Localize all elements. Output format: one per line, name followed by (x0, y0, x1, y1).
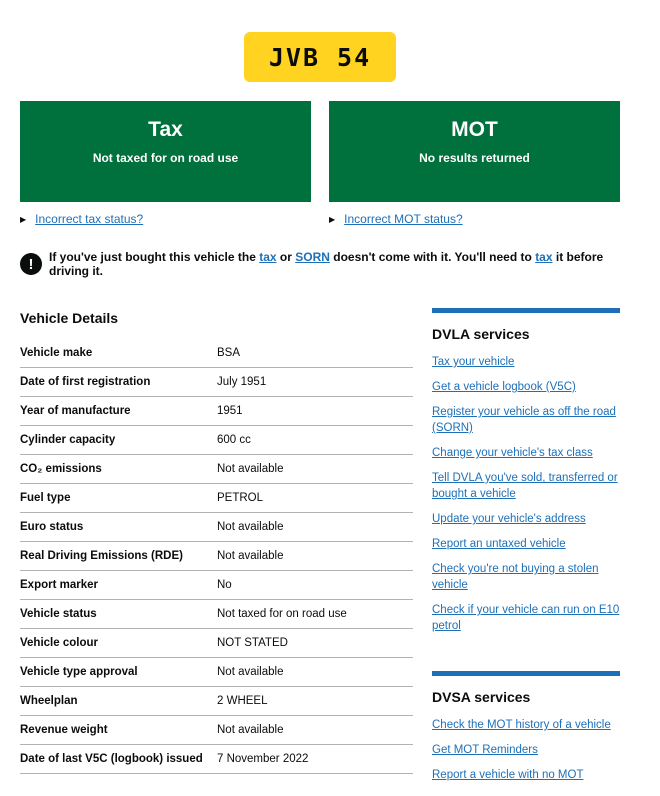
dvla-service-link[interactable]: Update your vehicle's address (432, 513, 586, 525)
row-value: 1951 (217, 405, 243, 417)
dvla-service-link[interactable]: Check if your vehicle can run on E10 petrol (432, 604, 620, 632)
table-row (20, 368, 413, 397)
row-value: Not available (217, 463, 284, 475)
incorrect-mot-status-link[interactable]: Incorrect MOT status? (344, 212, 463, 226)
section-divider (432, 308, 620, 313)
row-label: Real Driving Emissions (RDE) (20, 550, 183, 562)
table-row (20, 745, 413, 774)
dvla-services-panel (432, 308, 620, 643)
row-label: CO₂ emissions (20, 463, 102, 475)
row-value: July 1951 (217, 376, 267, 388)
row-label: Vehicle type approval (20, 666, 138, 678)
dvla-service-link[interactable]: Report an untaxed vehicle (432, 538, 566, 550)
triangle-right-icon: ▶ (20, 214, 27, 224)
warning-icon: ! (20, 253, 42, 275)
row-value: NOT STATED (217, 637, 288, 649)
row-value: 2 WHEEL (217, 695, 268, 707)
sorn-link[interactable]: SORN (295, 250, 330, 264)
dvla-services-heading: DVLA services (432, 326, 530, 342)
tax-link[interactable]: tax (259, 250, 277, 264)
dvla-services-list (432, 354, 620, 634)
dvla-service-link[interactable]: Get a vehicle logbook (V5C) (432, 381, 576, 393)
row-value: PETROL (217, 492, 264, 504)
dvla-service-link[interactable]: Change your vehicle's tax class (432, 447, 593, 459)
tax-link-2[interactable]: tax (535, 250, 553, 264)
row-value: Not available (217, 724, 284, 736)
dvla-service-link[interactable]: Tax your vehicle (432, 356, 515, 368)
row-label: Date of last V5C (logbook) issued (20, 753, 203, 765)
row-value: Not available (217, 666, 284, 678)
table-row (20, 629, 413, 658)
row-value: Not available (217, 521, 284, 533)
incorrect-mot-status-toggle[interactable] (329, 212, 463, 226)
tax-panel-title: Tax (148, 118, 183, 141)
row-label: Fuel type (20, 492, 71, 504)
dvla-service-link[interactable]: Check you're not buying a stolen vehicle (432, 563, 599, 591)
table-row (20, 513, 413, 542)
row-label: Revenue weight (20, 724, 108, 736)
table-row (20, 658, 413, 687)
dvsa-services-heading: DVSA services (432, 689, 531, 705)
dvla-service-link[interactable]: Tell DVLA you've sold, transferred or bought a vehicle (432, 472, 618, 500)
row-label: Cylinder capacity (20, 434, 116, 446)
incorrect-tax-status-link[interactable]: Incorrect tax status? (35, 212, 144, 226)
table-row (20, 455, 413, 484)
row-value: No (217, 579, 232, 591)
row-label: Export marker (20, 579, 98, 591)
row-label: Year of manufacture (20, 405, 131, 417)
table-row (20, 600, 413, 629)
vehicle-details-table (20, 339, 413, 774)
tax-panel-subtitle: Not taxed for on road use (92, 151, 239, 165)
row-value: BSA (217, 347, 241, 359)
dvsa-service-link[interactable]: Check the MOT history of a vehicle (432, 719, 611, 731)
table-row (20, 542, 413, 571)
table-row (20, 571, 413, 600)
row-label: Vehicle make (20, 347, 93, 359)
dvsa-services-panel (432, 671, 620, 792)
triangle-right-icon: ▶ (329, 214, 336, 224)
dvsa-service-link[interactable]: Get MOT Reminders (432, 744, 538, 756)
tax-status-panel (20, 101, 311, 202)
row-label: Vehicle status (20, 608, 97, 620)
table-row (20, 397, 413, 426)
row-value: Not taxed for on road use (217, 608, 347, 620)
dvsa-services-list (432, 717, 620, 783)
mot-panel-title: MOT (451, 118, 498, 141)
row-label: Wheelplan (20, 695, 78, 707)
row-label: Euro status (20, 521, 84, 533)
incorrect-tax-status-toggle[interactable] (20, 212, 143, 226)
mot-panel-subtitle: No results returned (419, 151, 530, 165)
number-plate: JVB 54 (244, 32, 396, 82)
row-label: Vehicle colour (20, 637, 98, 649)
table-row (20, 339, 413, 368)
table-row (20, 687, 413, 716)
table-row (20, 484, 413, 513)
warning-text: If you've just bought this vehicle the tax or SORN doesn't come with it. You'll need to tax it before driving it. (49, 250, 604, 278)
warning-notice (20, 252, 640, 276)
row-value: Not available (217, 550, 284, 562)
table-row (20, 426, 413, 455)
dvsa-service-link[interactable]: Report a vehicle with no MOT (432, 769, 584, 781)
section-divider (432, 671, 620, 676)
mot-status-panel (329, 101, 620, 202)
table-row (20, 716, 413, 745)
row-value: 600 cc (217, 434, 251, 446)
row-label: Date of first registration (20, 376, 151, 388)
row-value: 7 November 2022 (217, 753, 309, 765)
dvla-service-link[interactable]: Register your vehicle as off the road (SORN) (432, 406, 616, 434)
vehicle-details-heading: Vehicle Details (20, 310, 119, 326)
